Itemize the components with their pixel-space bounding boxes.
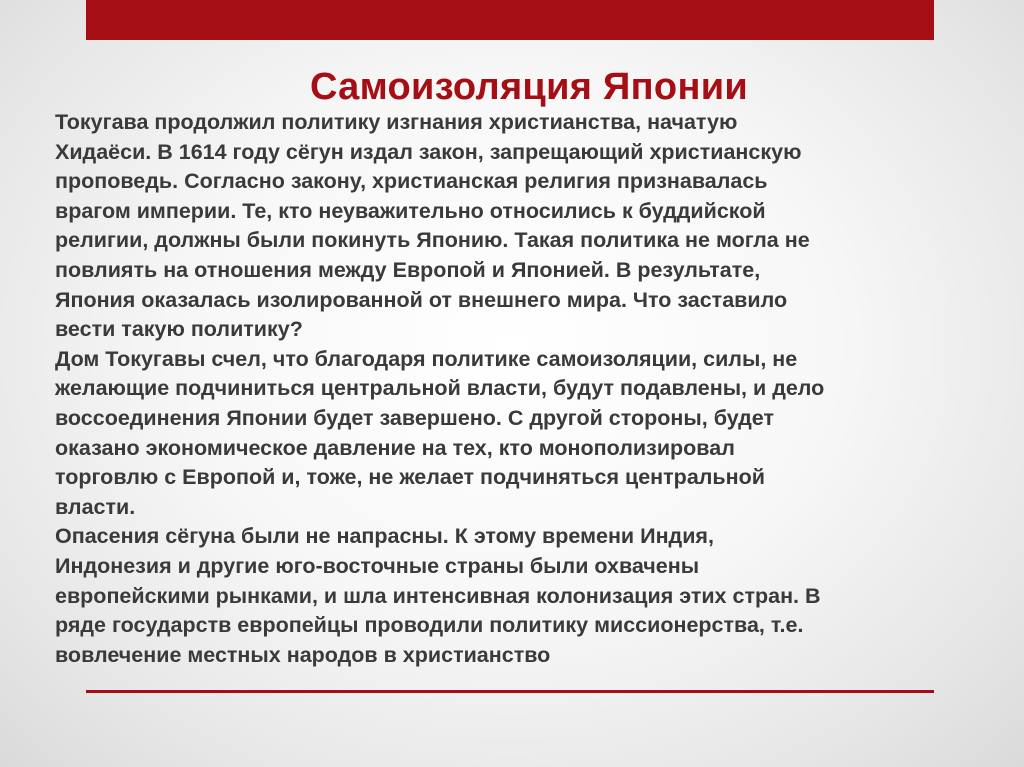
body-text xyxy=(55,108,985,670)
body-line: желающие подчиниться центральной власти, будут подавлены, и дело xyxy=(55,376,825,401)
body-line: воссоединения Японии будет завершено. С другой стороны, будет xyxy=(55,405,774,430)
body-line: вести такую политику? xyxy=(55,317,303,342)
body-line: ряде государств европейцы проводили политику миссионерства, т.е. xyxy=(55,613,804,638)
body-line: власти. xyxy=(55,494,136,519)
body-line: европейскими рынками, и шла интенсивная колонизация этих стран. В xyxy=(55,583,821,608)
body-line: Дом Токугавы счел, что благодаря политике самоизоляции, силы, не xyxy=(55,346,798,371)
body-line: вовлечение местных народов в христианство xyxy=(55,642,551,667)
bottom-accent-rule xyxy=(86,690,934,693)
body-line: Опасения сёгуна были не напрасны. К этому времени Индия, xyxy=(55,524,714,549)
slide-title: Самоизоляция Японии xyxy=(309,66,749,108)
top-accent-bar xyxy=(86,0,934,40)
body-line: врагом империи. Те, кто неуважительно относились к буддийской xyxy=(55,198,766,223)
body-line: Хидаёси. В 1614 году сёгун издал закон, запрещающий христианскую xyxy=(55,139,802,164)
body-line: религии, должны были покинуть Японию. Такая политика не могла не xyxy=(55,228,810,253)
body-line: проповедь. Согласно закону, христианская религия признавалась xyxy=(55,169,768,194)
body-line: торговлю с Европой и, тоже, не желает подчиняться центральной xyxy=(55,465,765,490)
body-line: повлиять на отношения между Европой и Японией. В результате, xyxy=(55,257,761,282)
body-line: Япония оказалась изолированной от внешнего мира. Что заставило xyxy=(55,287,788,312)
body-line: Токугава продолжил политику изгнания христианства, начатую xyxy=(55,110,738,134)
body-line: Индонезия и другие юго-восточные страны были охвачены xyxy=(55,553,700,578)
body-line: оказано экономическое давление на тех, кто монополизировал xyxy=(55,435,735,460)
